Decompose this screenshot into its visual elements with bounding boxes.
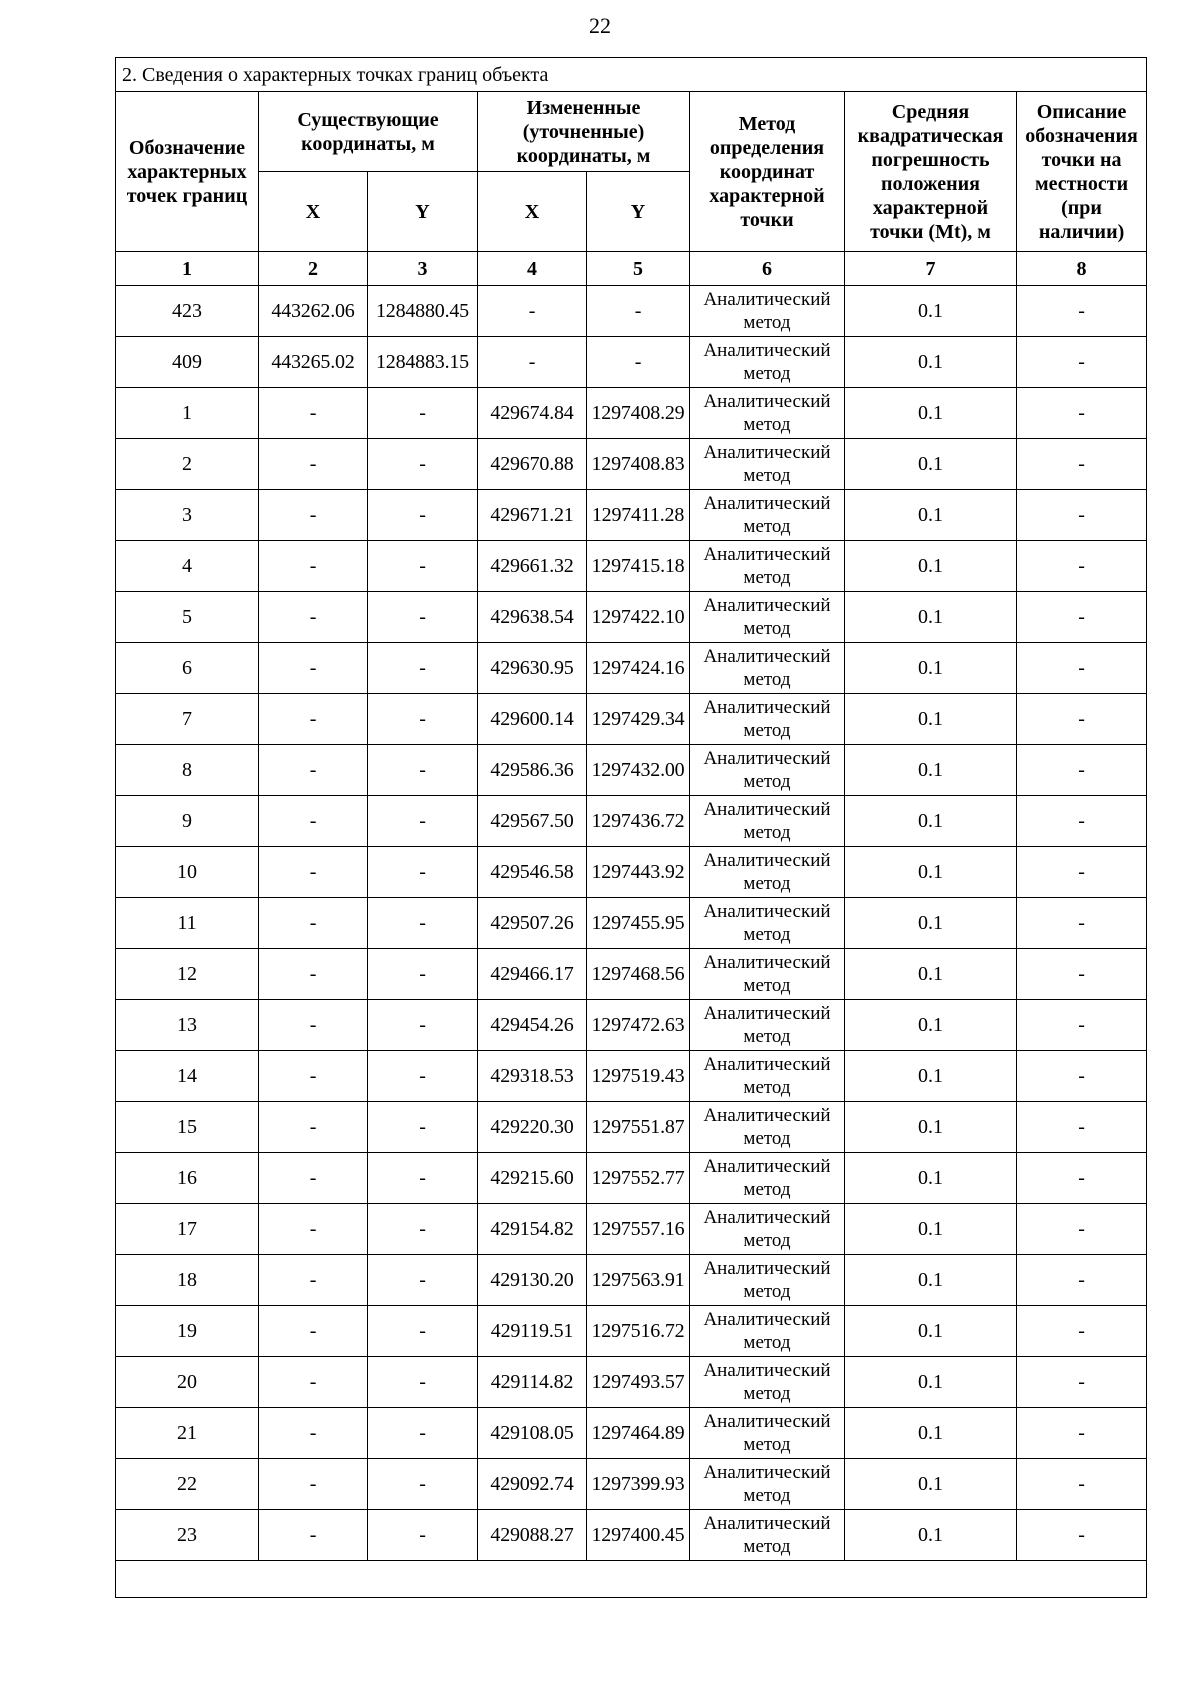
cell-method: Аналитический метод (690, 1510, 845, 1561)
cell-point: 15 (116, 1102, 259, 1153)
cell-existing-y: - (368, 439, 478, 490)
cell-changed-y: 1297516.72 (587, 1306, 690, 1357)
cell-method: Аналитический метод (690, 286, 845, 337)
cell-existing-y: - (368, 1051, 478, 1102)
cell-point: 20 (116, 1357, 259, 1408)
cell-method: Аналитический метод (690, 490, 845, 541)
table-row (116, 1102, 1147, 1153)
cell-description: - (1017, 643, 1147, 694)
header-existing-x: X (259, 172, 368, 252)
cell-changed-x: - (478, 337, 587, 388)
cell-point: 12 (116, 949, 259, 1000)
cell-method: Аналитический метод (690, 1204, 845, 1255)
cell-changed-x: 429586.36 (478, 745, 587, 796)
header-changed-coordinates: Измененные (уточненные) координаты, м (478, 92, 690, 172)
cell-method: Аналитический метод (690, 643, 845, 694)
cell-method: Аналитический метод (690, 1408, 845, 1459)
cell-changed-x: 429638.54 (478, 592, 587, 643)
cell-error: 0.1 (845, 847, 1017, 898)
header-description: Описание обозначения точки на местности (при наличии) (1017, 92, 1147, 252)
cell-method: Аналитический метод (690, 1000, 845, 1051)
cell-description: - (1017, 1408, 1147, 1459)
column-number: 4 (478, 252, 587, 286)
cell-point: 9 (116, 796, 259, 847)
table-row (116, 1204, 1147, 1255)
cell-existing-y: - (368, 1153, 478, 1204)
cell-changed-x: 429670.88 (478, 439, 587, 490)
cell-point: 22 (116, 1459, 259, 1510)
cell-description: - (1017, 949, 1147, 1000)
header-existing-coordinates: Существующие координаты, м (259, 92, 478, 172)
cell-point: 13 (116, 1000, 259, 1051)
header-method: Метод определения координат характерной точки (690, 92, 845, 252)
cell-changed-y: 1297432.00 (587, 745, 690, 796)
cell-changed-x: 429318.53 (478, 1051, 587, 1102)
cell-existing-x: - (259, 694, 368, 745)
cell-changed-y: 1297429.34 (587, 694, 690, 745)
cell-changed-y: 1297557.16 (587, 1204, 690, 1255)
cell-description: - (1017, 745, 1147, 796)
cell-error: 0.1 (845, 1204, 1017, 1255)
cell-existing-x: - (259, 1153, 368, 1204)
cell-changed-x: 429466.17 (478, 949, 587, 1000)
cell-method: Аналитический метод (690, 1153, 845, 1204)
cell-error: 0.1 (845, 439, 1017, 490)
cell-method: Аналитический метод (690, 1051, 845, 1102)
cell-existing-x: - (259, 745, 368, 796)
cell-changed-x: 429215.60 (478, 1153, 587, 1204)
cell-point: 21 (116, 1408, 259, 1459)
column-number: 7 (845, 252, 1017, 286)
cell-error: 0.1 (845, 745, 1017, 796)
cell-error: 0.1 (845, 490, 1017, 541)
cell-existing-x: - (259, 643, 368, 694)
table-row (116, 694, 1147, 745)
cell-changed-x: 429130.20 (478, 1255, 587, 1306)
cell-existing-x: 443265.02 (259, 337, 368, 388)
cell-description: - (1017, 388, 1147, 439)
cell-error: 0.1 (845, 592, 1017, 643)
table-row (116, 1051, 1147, 1102)
cell-method: Аналитический метод (690, 949, 845, 1000)
table-body (116, 286, 1147, 1561)
cell-description: - (1017, 541, 1147, 592)
cell-error: 0.1 (845, 1408, 1017, 1459)
table-row (116, 1255, 1147, 1306)
table-row (116, 337, 1147, 388)
cell-existing-x: - (259, 847, 368, 898)
cell-existing-y: - (368, 388, 478, 439)
cell-changed-y: 1297408.29 (587, 388, 690, 439)
cell-changed-x: 429154.82 (478, 1204, 587, 1255)
cell-point: 423 (116, 286, 259, 337)
header-designation: Обозначение характерных точек границ (116, 92, 259, 252)
cell-changed-x: 429114.82 (478, 1357, 587, 1408)
table-row (116, 745, 1147, 796)
cell-point: 5 (116, 592, 259, 643)
cell-existing-x: - (259, 796, 368, 847)
empty-cell (116, 1561, 1147, 1598)
cell-method: Аналитический метод (690, 388, 845, 439)
cell-existing-y: - (368, 745, 478, 796)
cell-existing-x: - (259, 1051, 368, 1102)
cell-existing-y: - (368, 1306, 478, 1357)
cell-error: 0.1 (845, 1051, 1017, 1102)
cell-existing-y: 1284883.15 (368, 337, 478, 388)
cell-point: 2 (116, 439, 259, 490)
cell-changed-x: 429674.84 (478, 388, 587, 439)
cell-point: 8 (116, 745, 259, 796)
cell-existing-y: 1284880.45 (368, 286, 478, 337)
cell-description: - (1017, 796, 1147, 847)
cell-changed-y: 1297415.18 (587, 541, 690, 592)
cell-changed-y: 1297400.45 (587, 1510, 690, 1561)
cell-changed-x: 429088.27 (478, 1510, 587, 1561)
cell-point: 19 (116, 1306, 259, 1357)
cell-point: 409 (116, 337, 259, 388)
cell-description: - (1017, 1510, 1147, 1561)
cell-point: 16 (116, 1153, 259, 1204)
cell-changed-x: 429671.21 (478, 490, 587, 541)
cell-method: Аналитический метод (690, 898, 845, 949)
table-row (116, 388, 1147, 439)
cell-method: Аналитический метод (690, 745, 845, 796)
cell-changed-x: 429108.05 (478, 1408, 587, 1459)
cell-existing-x: - (259, 439, 368, 490)
cell-existing-y: - (368, 796, 478, 847)
cell-existing-x: - (259, 388, 368, 439)
table-row (116, 490, 1147, 541)
cell-changed-x: 429220.30 (478, 1102, 587, 1153)
cell-existing-x: - (259, 1306, 368, 1357)
cell-existing-y: - (368, 694, 478, 745)
cell-changed-x: 429661.32 (478, 541, 587, 592)
cell-existing-y: - (368, 949, 478, 1000)
cell-point: 10 (116, 847, 259, 898)
cell-method: Аналитический метод (690, 337, 845, 388)
table-row (116, 1510, 1147, 1561)
cell-point: 18 (116, 1255, 259, 1306)
cell-existing-x: - (259, 490, 368, 541)
cell-description: - (1017, 1000, 1147, 1051)
cell-existing-x: - (259, 1000, 368, 1051)
table-row (116, 592, 1147, 643)
column-number: 5 (587, 252, 690, 286)
header-changed-y: Y (587, 172, 690, 252)
cell-changed-x: 429119.51 (478, 1306, 587, 1357)
cell-existing-x: - (259, 1408, 368, 1459)
cell-error: 0.1 (845, 1153, 1017, 1204)
cell-point: 23 (116, 1510, 259, 1561)
cell-changed-x: 429507.26 (478, 898, 587, 949)
cell-existing-x: - (259, 1459, 368, 1510)
cell-error: 0.1 (845, 1255, 1017, 1306)
column-number: 2 (259, 252, 368, 286)
cell-point: 11 (116, 898, 259, 949)
cell-existing-x: - (259, 898, 368, 949)
table-row (116, 898, 1147, 949)
cell-method: Аналитический метод (690, 541, 845, 592)
cell-existing-y: - (368, 1510, 478, 1561)
cell-description: - (1017, 1459, 1147, 1510)
boundary-points-table (115, 57, 1147, 1598)
cell-changed-y: 1297455.95 (587, 898, 690, 949)
cell-changed-y: 1297472.63 (587, 1000, 690, 1051)
cell-changed-y: 1297422.10 (587, 592, 690, 643)
empty-footer-row (116, 1561, 1147, 1598)
cell-changed-y: - (587, 337, 690, 388)
table-row (116, 541, 1147, 592)
cell-existing-y: - (368, 643, 478, 694)
cell-description: - (1017, 1306, 1147, 1357)
cell-error: 0.1 (845, 337, 1017, 388)
cell-error: 0.1 (845, 286, 1017, 337)
cell-point: 1 (116, 388, 259, 439)
cell-method: Аналитический метод (690, 1357, 845, 1408)
cell-description: - (1017, 1153, 1147, 1204)
cell-existing-x: - (259, 1204, 368, 1255)
cell-changed-y: 1297493.57 (587, 1357, 690, 1408)
table-row (116, 643, 1147, 694)
column-number: 1 (116, 252, 259, 286)
table-row (116, 286, 1147, 337)
table-row (116, 1357, 1147, 1408)
cell-changed-x: 429546.58 (478, 847, 587, 898)
header-existing-y: Y (368, 172, 478, 252)
cell-description: - (1017, 1051, 1147, 1102)
cell-changed-x: 429630.95 (478, 643, 587, 694)
cell-point: 14 (116, 1051, 259, 1102)
cell-description: - (1017, 1255, 1147, 1306)
table-row (116, 847, 1147, 898)
cell-changed-y: 1297563.91 (587, 1255, 690, 1306)
cell-existing-x: - (259, 592, 368, 643)
table-row (116, 1408, 1147, 1459)
column-number: 6 (690, 252, 845, 286)
cell-changed-y: 1297399.93 (587, 1459, 690, 1510)
cell-description: - (1017, 1204, 1147, 1255)
cell-changed-y: 1297552.77 (587, 1153, 690, 1204)
column-number: 8 (1017, 252, 1147, 286)
cell-description: - (1017, 490, 1147, 541)
cell-method: Аналитический метод (690, 1255, 845, 1306)
cell-existing-y: - (368, 847, 478, 898)
cell-existing-y: - (368, 1255, 478, 1306)
cell-error: 0.1 (845, 643, 1017, 694)
section-title: 2. Сведения о характерных точках границ объекта (116, 58, 1147, 92)
cell-method: Аналитический метод (690, 592, 845, 643)
cell-error: 0.1 (845, 1306, 1017, 1357)
cell-existing-x: - (259, 541, 368, 592)
cell-description: - (1017, 286, 1147, 337)
cell-error: 0.1 (845, 796, 1017, 847)
cell-description: - (1017, 694, 1147, 745)
cell-method: Аналитический метод (690, 1306, 845, 1357)
cell-changed-y: 1297443.92 (587, 847, 690, 898)
cell-error: 0.1 (845, 1510, 1017, 1561)
cell-existing-y: - (368, 592, 478, 643)
cell-error: 0.1 (845, 1000, 1017, 1051)
cell-description: - (1017, 898, 1147, 949)
cell-existing-x: - (259, 949, 368, 1000)
cell-changed-y: 1297468.56 (587, 949, 690, 1000)
cell-method: Аналитический метод (690, 1459, 845, 1510)
cell-error: 0.1 (845, 949, 1017, 1000)
cell-existing-x: - (259, 1102, 368, 1153)
cell-existing-y: - (368, 490, 478, 541)
page-number: 22 (589, 13, 611, 38)
cell-changed-x: 429454.26 (478, 1000, 587, 1051)
column-number: 3 (368, 252, 478, 286)
cell-error: 0.1 (845, 1459, 1017, 1510)
cell-changed-y: 1297408.83 (587, 439, 690, 490)
cell-existing-y: - (368, 1000, 478, 1051)
cell-description: - (1017, 592, 1147, 643)
cell-existing-x: - (259, 1255, 368, 1306)
table-row (116, 1459, 1147, 1510)
cell-method: Аналитический метод (690, 694, 845, 745)
cell-error: 0.1 (845, 1102, 1017, 1153)
cell-error: 0.1 (845, 388, 1017, 439)
cell-existing-y: - (368, 541, 478, 592)
cell-changed-x: 429600.14 (478, 694, 587, 745)
cell-existing-y: - (368, 898, 478, 949)
cell-existing-y: - (368, 1408, 478, 1459)
cell-description: - (1017, 1102, 1147, 1153)
cell-point: 6 (116, 643, 259, 694)
cell-method: Аналитический метод (690, 439, 845, 490)
cell-error: 0.1 (845, 694, 1017, 745)
table-row (116, 796, 1147, 847)
cell-existing-x: - (259, 1357, 368, 1408)
cell-changed-y: 1297519.43 (587, 1051, 690, 1102)
cell-existing-y: - (368, 1102, 478, 1153)
cell-error: 0.1 (845, 898, 1017, 949)
cell-changed-y: - (587, 286, 690, 337)
cell-changed-y: 1297551.87 (587, 1102, 690, 1153)
cell-changed-x: 429092.74 (478, 1459, 587, 1510)
cell-method: Аналитический метод (690, 847, 845, 898)
cell-error: 0.1 (845, 541, 1017, 592)
table-row (116, 439, 1147, 490)
table-row (116, 1153, 1147, 1204)
table-row (116, 949, 1147, 1000)
cell-changed-y: 1297464.89 (587, 1408, 690, 1459)
cell-changed-x: 429567.50 (478, 796, 587, 847)
cell-point: 7 (116, 694, 259, 745)
cell-changed-x: - (478, 286, 587, 337)
cell-changed-y: 1297424.16 (587, 643, 690, 694)
cell-point: 17 (116, 1204, 259, 1255)
table-row (116, 1306, 1147, 1357)
cell-changed-y: 1297436.72 (587, 796, 690, 847)
cell-error: 0.1 (845, 1357, 1017, 1408)
cell-changed-y: 1297411.28 (587, 490, 690, 541)
table-row (116, 1000, 1147, 1051)
cell-description: - (1017, 337, 1147, 388)
header-changed-x: X (478, 172, 587, 252)
cell-description: - (1017, 439, 1147, 490)
cell-existing-x: 443262.06 (259, 286, 368, 337)
cell-description: - (1017, 1357, 1147, 1408)
cell-point: 4 (116, 541, 259, 592)
header-error: Средняя квадратическая погрешность положения характерной точки (Mt), м (845, 92, 1017, 252)
cell-existing-y: - (368, 1357, 478, 1408)
cell-existing-y: - (368, 1459, 478, 1510)
cell-existing-y: - (368, 1204, 478, 1255)
cell-method: Аналитический метод (690, 1102, 845, 1153)
cell-existing-x: - (259, 1510, 368, 1561)
cell-description: - (1017, 847, 1147, 898)
cell-method: Аналитический метод (690, 796, 845, 847)
cell-point: 3 (116, 490, 259, 541)
